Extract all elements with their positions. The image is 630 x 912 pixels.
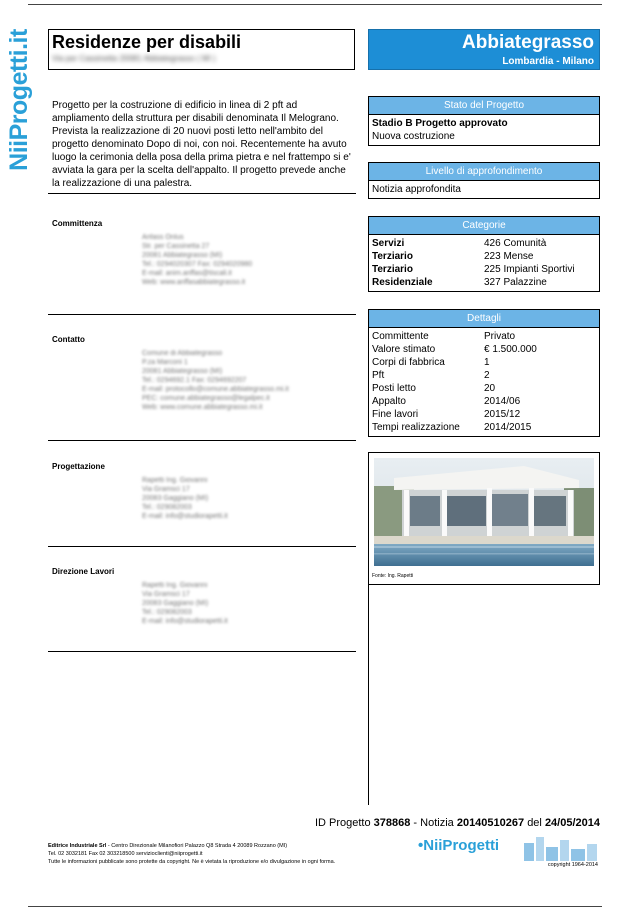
project-description: Progetto per la costruzione di edificio in linea di 2 pft ad ampliamento della struttura per disabili denominata Il Melograno. Prevista la realizzazione di 20 nuovi posti letto nell'ambito del progetto denominato Dopo di noi, con noi. Recentemente ha avuto luogo la cerimonia della posa della prima pietra e nel frattempo si e' avviata la gara per la scelta dell'appalto. Il progetto prevede anche la realizzazione di una palestra. <box>52 100 351 189</box>
dettagli-panel <box>368 309 600 437</box>
stato-value: Stadio B Progetto approvato <box>372 118 508 129</box>
vertical-brand-logo: NiiProgetti.it <box>4 29 33 171</box>
panel-header: Categorie <box>369 217 599 235</box>
contact-label: Contatto <box>52 335 85 344</box>
livello-value: Notizia approfondita <box>372 184 461 195</box>
detail-row: Pft 2 <box>372 370 490 381</box>
building-rendering-image <box>374 458 594 566</box>
detail-row: Tempi realizzazione 2014/2015 <box>372 422 532 433</box>
contact-divider <box>48 546 356 547</box>
skyline-icon <box>522 835 600 861</box>
contact-details: Comune di Abbiategrasso P.za Marconi 1 20081 Abbiategrasso (MI) Tel.: 0294692.1 Fax: 0294692207 E-mail: protocollo@comune.abbiategrasso.mi.it PEC: comune.abbiategrasso@legalpec.it Web: www.comune.abbiategrasso.mi.it <box>142 350 289 411</box>
category-row: Residenziale 327 Palazzine <box>372 277 547 288</box>
categorie-panel <box>368 216 600 292</box>
detail-row: Valore stimato € 1.500.000 <box>372 344 537 355</box>
contact-details: Rapetti Ing. Giovanni Via Gramsci 17 20083 Gaggiano (MI) Tel.: 029082003 E-mail: info@studiorapetti.it <box>142 582 228 625</box>
column-divider <box>368 585 369 805</box>
project-address: Via per Cassinetta 20081 Abbiategrasso ( MI ) <box>52 54 216 63</box>
footer: Editrice Industriale Srl - Centro Direzionale Milanofiori Palazzo Q8 Strada 4 20089 Rozzano (MI) Tel. 02 3032181 Fax 02 303218500 servizioclienti@niiprogetti.it Tutte le informazioni pubblicate sono protette da copyright. Ne è vietata la riproduzione e/o divulgazione in ogni forma. <box>48 842 428 866</box>
photo-panel <box>368 452 600 585</box>
city-name: Abbiategrasso <box>462 32 594 53</box>
publisher-name: Editrice Industriale Srl <box>48 843 107 849</box>
contact-label: Direzione Lavori <box>52 567 115 576</box>
legal-notice: Tutte le informazioni pubblicate sono protette da copyright. Ne è vietata la riproduzione e/o divulgazione in ogni forma. <box>48 859 336 865</box>
footer-logo-text: •NiiProgetti <box>418 837 500 854</box>
region-name: Lombardia - Milano <box>502 56 594 67</box>
contact-divider <box>48 651 356 652</box>
category-row: Terziario 223 Mense <box>372 251 534 262</box>
panel-header: Stato del Progetto <box>369 97 599 115</box>
description-divider <box>48 193 356 194</box>
city-box <box>368 29 600 70</box>
contact-label: Committenza <box>52 219 103 228</box>
contact-divider <box>48 440 356 441</box>
page-title: Residenze per disabili <box>52 32 242 52</box>
top-rule <box>28 4 602 5</box>
category-row: Terziario 225 Impianti Sportivi <box>372 264 575 275</box>
detail-row: Corpi di fabbrica 1 <box>372 357 490 368</box>
notizia-date: 24/05/2014 <box>544 817 600 829</box>
category-row: Servizi 426 Comunità <box>372 238 547 249</box>
stato-panel <box>368 96 600 146</box>
copyright: copyright 1964-2014 <box>547 862 598 868</box>
notizia-id: 20140510267 <box>456 817 525 829</box>
detail-row: Posti letto 20 <box>372 383 496 394</box>
contact-details: Anfass Onlus Str. per Cassinetta 27 20081 Abbiategrasso (MI) Tel.: 0294020307 Fax: 0294020980 E-mail: anim.anffas@tiscali.it Web: www.anffasabbiategrasso.it <box>142 234 253 286</box>
photo-caption: Fonte: Ing. Rapetti <box>372 573 414 579</box>
project-id: 378868 <box>373 817 411 829</box>
footer-logo <box>418 835 600 868</box>
contact-details: Rapetti Ing. Giovanni Via Gramsci 17 20083 Gaggiano (MI) Tel.: 029082003 E-mail: info@studiorapetti.it <box>142 477 228 520</box>
stato-sub: Nuova costruzione <box>372 131 455 142</box>
project-id-line: ID Progetto 378868 - Notizia 20140510267 del 24/05/2014 <box>314 817 600 829</box>
detail-row: Appalto 2014/06 <box>372 396 521 407</box>
bottom-rule <box>28 906 602 907</box>
panel-header: Dettagli <box>369 310 599 328</box>
detail-row: Committente Privato <box>372 331 516 342</box>
contact-label: Progettazione <box>52 462 105 471</box>
livello-panel <box>368 162 600 199</box>
title-box <box>48 29 355 70</box>
detail-row: Fine lavori 2015/12 <box>372 409 521 420</box>
panel-header: Livello di approfondimento <box>369 163 599 181</box>
contact-divider <box>48 314 356 315</box>
publisher-contacts: Tel. 02 3032181 Fax 02 303218500 servizioclienti@niiprogetti.it <box>48 851 203 857</box>
